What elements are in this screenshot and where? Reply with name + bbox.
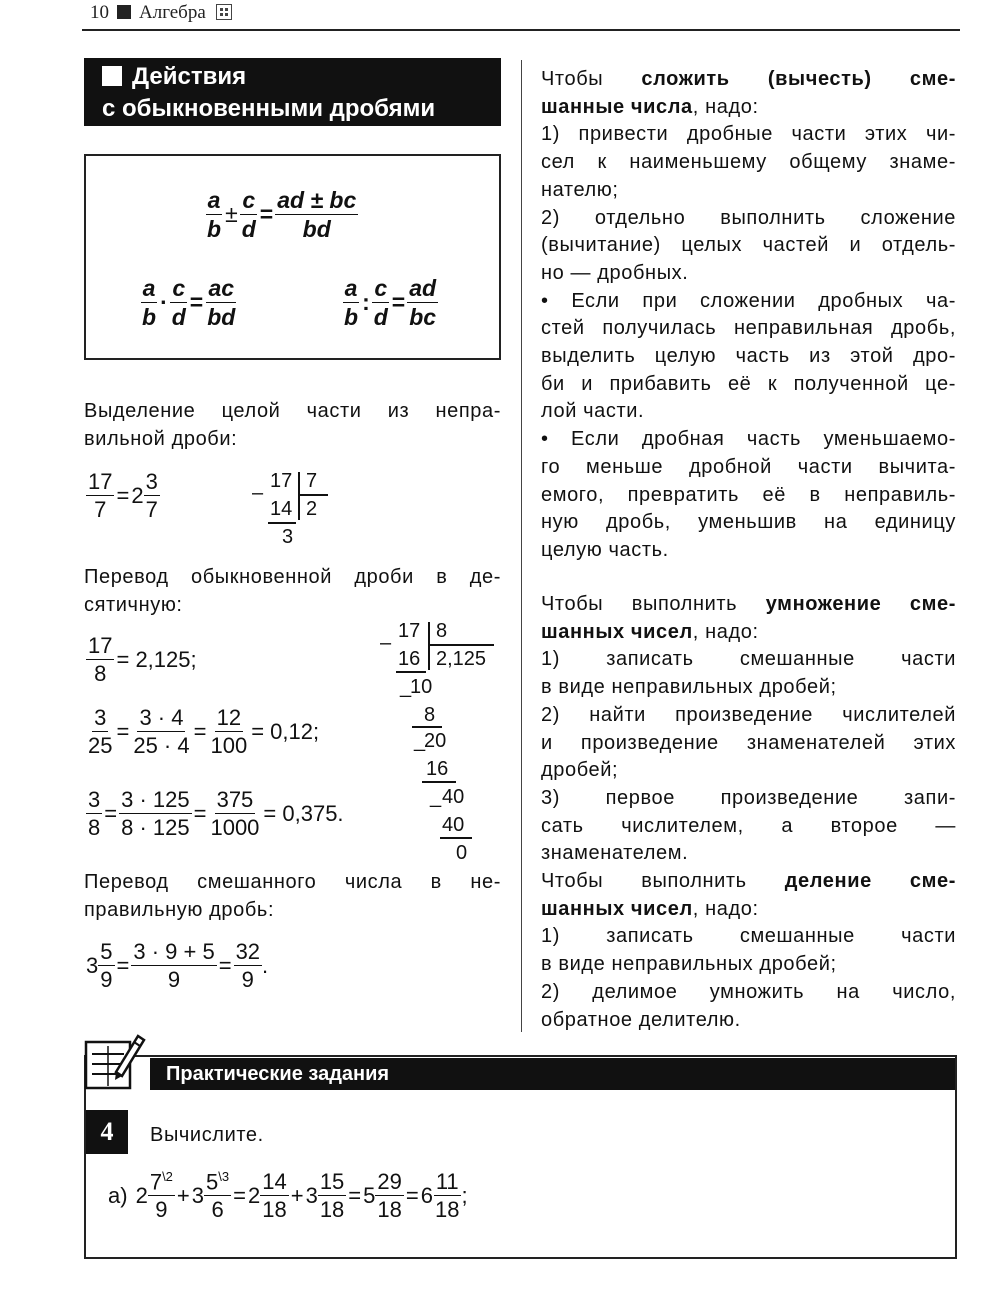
task-expression: а) 2 $\frac{7^{\backslash 2}}{9}$ +3 $\frac{5^{\backslash 3}}{6}$ =2 $\frac{14}{18}$ +3 $\frac{15}{18}$ =5 $\frac{29}{18}$ =6 $\frac{11}{18}$ ; [108, 1169, 468, 1223]
notebook-pencil-icon [82, 1028, 148, 1092]
rule-add-mixed: Чтобы сложить (вычесть) сме- шанные числа, надо: 1) привести дробные части этих чи- сел к наименьшему общему знаме- нателю; 2) отдельно выполнить сложение (вычитание) целых частей и отдель- но — дробных. • Если при сложении дробных ча- стей получилась неправильная дробь, выделить целую часть из этой дро- би и прибавить её к полученной це- лой части. • Если дробная часть уменьшаемо- го меньше дробной части вычита- емого, превратить её в неправиль- ную дробь, уменьшив на единицу целую часть. [541, 68, 956, 561]
page-number: 10 [90, 2, 109, 23]
square-bullet-icon [102, 66, 122, 86]
formula-add-sub: $\frac{a}{b}$ ± $\frac{c}{d}$ = $\frac{ad \pm bc}{bd}$ [207, 187, 357, 243]
example-17-8: $\frac{17}{8}$ = 2,125; [88, 633, 197, 687]
task-number-badge: 4 [86, 1110, 128, 1154]
practice-title-bar [150, 1058, 955, 1090]
header-rule [82, 29, 960, 31]
paragraph-to-decimal: Перевод обыкновенной дроби в де- сятичную: [84, 566, 501, 616]
example-3-8: $\frac{3}{8}$ = $\frac{3 \cdot 125}{8 \cdot 125}$ = $\frac{375}{1000}$ = 0,375. [88, 787, 344, 841]
practice-title: Практические задания [166, 1063, 390, 1085]
section-title [84, 58, 501, 126]
example-3-25: $\frac{3}{25}$ = $\frac{3 \cdot 4}{25 \cdot 4}$ = $\frac{12}{100}$ = 0,12; [88, 705, 320, 759]
column-separator [521, 60, 522, 1032]
example-17-7: $\frac{17}{7}$ =2 $\frac{3}{7}$ [88, 469, 158, 523]
paragraph-mixed-to-improper: Перевод смешанного числа в не- правильную дробь: [84, 871, 501, 921]
task-text: Вычислите. [150, 1124, 264, 1146]
running-header [90, 2, 232, 24]
example-mixed-3-5-9: 3 $\frac{5}{9}$ = $\frac{3 \cdot 9 + 5}{9}$ = $\frac{32}{9}$ . [86, 939, 269, 993]
formula-div: $\frac{a}{b}$ : $\frac{c}{d}$ = $\frac{ad}{bc}$ [344, 275, 437, 331]
grid-icon [216, 4, 232, 20]
section-name: Алгебра [139, 2, 206, 23]
square-bullet-icon [117, 5, 131, 19]
formula-mult: $\frac{a}{b}$ · $\frac{c}{d}$ = $\frac{ac}{bd}$ [142, 275, 236, 331]
paragraph-improper-fraction: Выделение целой части из непра- вильной дроби: [84, 400, 501, 450]
rule-mult-mixed: Чтобы выполнить умножение сме- шанных чисел, надо: 1) записать смешанные части в виде неправильных дробей; 2) найти произведение числителей и произведение знаменателей этих дробей; 3) первое произведение запи- сать числителем, а второе — знаменателем. [541, 593, 956, 865]
rule-div-mixed: Чтобы выполнить деление сме- шанных чисел, надо: 1) записать смешанные части в виде неправильных дробей; 2) делимое умножить на число, обратное делителю. [541, 870, 956, 1031]
title-line-2: с обыкновенными дробями [102, 95, 436, 122]
title-line-1: Действия [132, 63, 247, 90]
